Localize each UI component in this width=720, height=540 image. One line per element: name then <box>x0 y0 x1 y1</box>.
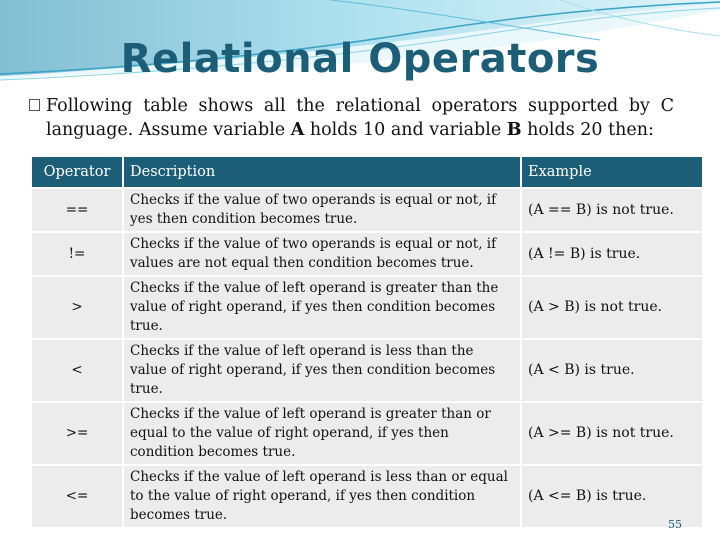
intro-var-b: B <box>506 120 522 140</box>
intro-var-a: A <box>290 120 305 140</box>
table-row <box>32 277 702 338</box>
cell-example: (A != B) is true. <box>522 233 702 275</box>
cell-operator: > <box>32 277 122 338</box>
intro-text-part-1: Following table shows all the relational operators supported by C language. Assume variable <box>46 96 674 140</box>
table-row <box>32 189 702 231</box>
header-example: Example <box>522 157 702 187</box>
header-operator: Operator <box>32 157 122 187</box>
intro-text-part-2: holds 10 and variable <box>304 120 507 140</box>
cell-example: (A >= B) is not true. <box>522 403 702 464</box>
cell-operator: == <box>32 189 122 231</box>
table-row <box>32 233 702 275</box>
bullet-box-icon <box>29 99 40 111</box>
table-row <box>32 466 702 527</box>
cell-example: (A <= B) is true. <box>522 466 702 527</box>
table-row <box>32 403 702 464</box>
cell-operator: <= <box>32 466 122 527</box>
cell-description: Checks if the value of two operands is equal or not, if yes then condition becomes true. <box>124 189 520 231</box>
table-header-row <box>32 157 702 187</box>
cell-example: (A > B) is not true. <box>522 277 702 338</box>
cell-description: Checks if the value of left operand is greater than or equal to the value of right operand, if yes then condition becomes true. <box>124 403 520 464</box>
intro-paragraph <box>46 94 674 142</box>
page-number: 55 <box>668 518 682 531</box>
intro-text-part-3: holds 20 then: <box>521 120 654 140</box>
cell-description: Checks if the value of left operand is greater than the value of right operand, if yes then condition becomes true. <box>124 277 520 338</box>
cell-operator: != <box>32 233 122 275</box>
cell-operator: >= <box>32 403 122 464</box>
cell-description: Checks if the value of left operand is less than or equal to the value of right operand, if yes then condition becomes true. <box>124 466 520 527</box>
cell-operator: < <box>32 340 122 401</box>
header-description: Description <box>124 157 520 187</box>
cell-example: (A == B) is not true. <box>522 189 702 231</box>
slide-title: Relational Operators <box>120 36 600 82</box>
cell-description: Checks if the value of two operands is equal or not, if values are not equal then condition becomes true. <box>124 233 520 275</box>
table-row <box>32 340 702 401</box>
operators-table <box>30 155 704 529</box>
cell-example: (A < B) is true. <box>522 340 702 401</box>
cell-description: Checks if the value of left operand is less than the value of right operand, if yes then condition becomes true. <box>124 340 520 401</box>
